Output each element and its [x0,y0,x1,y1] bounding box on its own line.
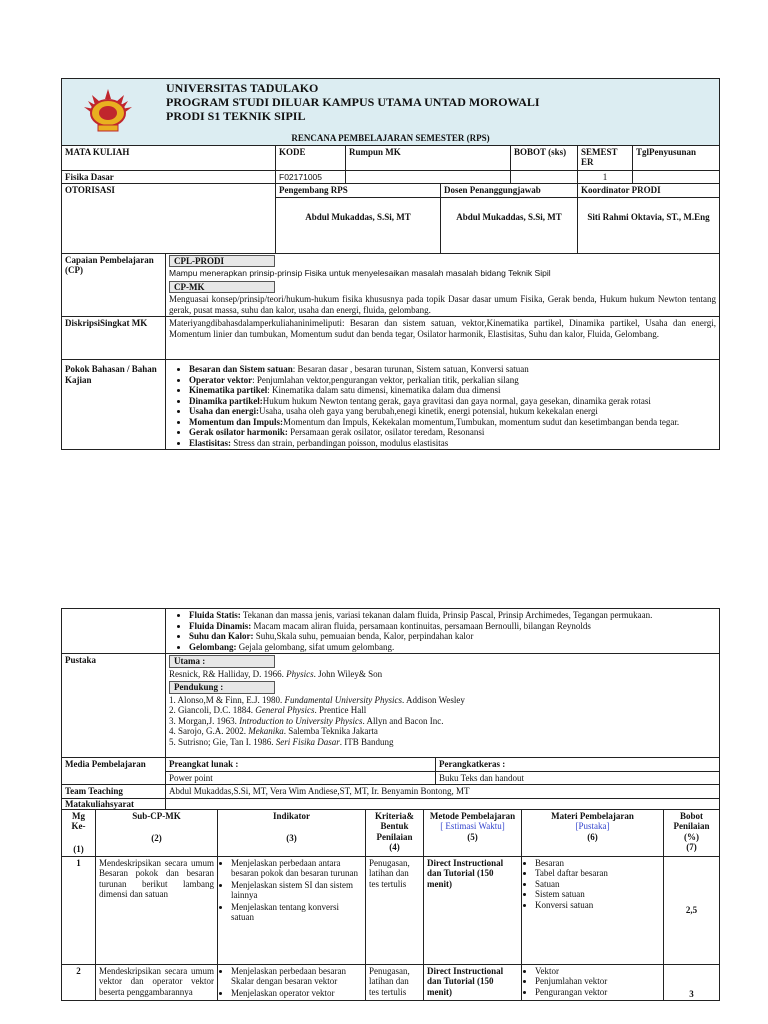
pokok-item: • Dinamika partikel:Hukum hukum Newton tentang gerak, gaya gravitasi dan gaya normal, gaya gesekan, dinamika gerak rotasi [189,396,716,407]
page-1 [61,78,719,450]
course-semester: 1 [578,170,633,184]
deskripsi-label: DiskripsiSingkat MK [62,317,166,360]
pustaka-pendukung-label: Pendukung : [169,681,275,694]
pokok-item: • Gerak osilator harmonik: Persamaan gerak osilator, osilator teredam, Resonansi [189,427,716,438]
plan-method: Direct Instructional dan Tutorial (150 menit) [424,856,522,964]
header-band [62,79,720,128]
pengembang-name: Abdul Mukaddas, S.Si, MT [276,197,441,253]
pokok-item-title: Fluida Statis: [189,610,241,620]
media-keras-label: Perangkatkeras : [436,758,720,772]
pokok-item: • Gelombang: Gejala gelombang, sifat umum gelombang. [189,642,716,653]
page-2 [61,608,719,1001]
cpl-prodi-text: Mampu menerapkan prinsip-prinsip Fisika untuk menyelesaikan masalah masalah bidang Teknik Sipil [166,267,720,280]
dosen-label: Dosen Penanggungjawab [441,184,578,198]
rps-page1-table [61,78,720,450]
col-tgl: TglPenyusunan [633,145,720,170]
material-item: • Satuan [535,879,660,890]
material-item: • Penjumlahan vektor [535,976,660,987]
media-lunak-label: Preangkat lunak : [169,759,239,769]
deskripsi-text: Materiyangdibahasdalamperkuliahaninimeliputi: Besaran dan sistem satuan, vektor,Kinematika partikel, Dinamika partikel, Usaha dan energi, Momentum linier dan tumbukan, Momentum sudut dan benda tegar, Osilator harmonik, Elastisitas, Suhu dan kalor, Fluida, Gelombang. [166,317,720,360]
pokok-item-title: Fluida Dinamis: [189,620,252,631]
koordinator-label: Koordinator PRODI [578,184,720,198]
pokok-label: Pokok Bahasan / Bahan Kajian [62,360,166,450]
plan-row [62,856,720,964]
rps-page2-table [61,608,720,809]
dosen-name: Abdul Mukaddas, S.Si, MT [441,197,578,253]
indicator-item: • Menjelaskan perbedaan antara besaran pokok dan besaran turunan [231,858,362,879]
doc-title: RENCANA PEMBELAJARAN SEMESTER (RPS) [62,127,720,145]
indicator-item: • Menjelaskan sistem SI dan sistem lainnya [231,880,362,901]
pengembang-label: Pengembang RPS [276,184,441,198]
pokok-item: • Elastisitas: Stress dan strain, perbandingan poisson, modulus elastisitas [189,438,716,449]
reference-title: Seri Fisika Dasar [275,736,340,747]
pokok-item-title: Dinamika partikel: [189,395,263,406]
pokok-item-title: Elastisitas: [189,437,232,448]
col-semester: SEMEST ER [578,145,633,170]
reference-item: 3. Morgan,J. 1963. Introduction to University Physics. Allyn and Bacon Inc. [169,715,444,726]
pokok-bahasan-list-cont [169,610,716,652]
plan-weight: 3 [664,964,720,1001]
material-item: • Vektor [535,966,660,977]
syarat-label: Matakuliahsyarat [62,798,166,809]
plan-criteria: Penugasan, latihan dan tes tertulis [366,856,424,964]
reference-item: 5. Sutrisno; Gie, Tan I. 1986. Seri Fisika Dasar. ITB Bandung [169,736,394,747]
col-bobot: BOBOT (sks) [511,145,578,170]
material-item: • Pengurangan vektor [535,987,660,998]
otorisasi-label: OTORISASI [62,184,276,254]
indicator-list [221,966,362,999]
pokok-item: • Momentum dan Impuls:Momentum dan Impuls, Kekekalan momentum,Tumbukan, momentum sudut dan kesetimbangan benda tegar. [189,417,716,428]
reference-item: 1. Alonso,M & Finn, E.J. 1980. Fundamental University Physics. Addison Wesley [169,694,465,705]
pokok-item: • Usaha dan energi:Usaha, usaha oleh gaya yang berubah,enegi kinetik, energi potensial, hukum kekekalan energi [189,406,716,417]
team-label: Team Teaching [62,785,166,799]
reference-item: 4. Sarojo, G.A. 2002. Mekanika. Salemba Teknika Jakarta [169,726,378,736]
indicator-item: • Menjelaskan operator vektor [231,988,362,999]
col-mata-kuliah: MATA KULIAH [62,145,276,170]
koordinator-name: Siti Rahmi Oktavia, ST., M.Eng [578,197,720,253]
pokok-item: • Operator vektor: Penjumlahan vektor,pengurangan vektor, perkalian titik, perkalian silang [189,375,716,386]
plan-sub-cpmk: Mendeskripsikan secara umum Besaran pokok dan besaran turunan berikut lambang dimensi dan satuan [96,856,218,964]
reference-item: 2. Giancoli, D.C. 1884. General Physics. Prentice Hall [169,705,367,715]
plan-table [61,809,720,1002]
pokok-item: • Besaran dan Sistem satuan: Besaran dasar , besaran turunan, Sistem satuan, Konversi satuan [189,364,716,375]
plan-col-met: Metode Pembelajaran [ Estimasi Waktu] (5) [424,809,522,856]
pustaka-label: Pustaka [62,654,166,758]
pustaka-utama: Resnick, R& Halliday, D. 1966. Physics. John Wiley& Son [166,668,720,681]
course-code: F02171005 [276,170,346,184]
pokok-item: • Kinematika partikel: Kinematika dalam satu dimensi, kinematika dalam dua dimensi [189,385,716,396]
pokok-item-title: Gelombang: [189,641,237,652]
pokok-item: • Fluida Dinamis: Macam macam aliran fluida, persamaan kontinuitas, persamaan Bernoulli, bilangan Reynolds [189,621,716,632]
plan-weight: 2,5 [664,856,720,964]
plan-col-sub: Sub-CP-MK (2) [96,809,218,856]
col-kode: KODE [276,145,346,170]
reference-title: Mekanika [248,726,284,736]
media-lunak-value: Power point [166,771,436,785]
plan-material [522,964,664,1001]
university-logo-icon [80,85,136,135]
plan-row [62,964,720,1001]
pokok-item-title: Momentum dan Impuls: [189,416,284,427]
cpmk-label: CP-MK [169,281,275,294]
pokok-item-title: Usaha dan energi: [189,406,260,416]
plan-sub-cpmk: Mendeskripsikan secara umum vektor dan operator vektor beserta penggambarannya [96,964,218,1001]
capaian-label: Capaian Pembelajaran (CP) [62,253,166,317]
pokok-item: • Fluida Statis: Tekanan dan massa jenis, variasi tekanan dalam fluida, Prinsip Pascal, Prinsip Archimedes, Tegangan permukaan. [189,610,716,621]
plan-col-krit: Kriteria& Bentuk Penilaian (4) [366,809,424,856]
pokok-bahasan-list [169,364,716,448]
prodi-name: PRODI S1 TEKNIK SIPIL [166,109,306,123]
course-name: Fisika Dasar [62,170,276,184]
plan-col-mat: Materi Pembelajaran [Pustaka] (6) [522,809,664,856]
plan-indicators [218,964,366,1001]
pokok-item-title: Besaran dan Sistem satuan [189,364,293,374]
program-name: PROGRAM STUDI DILUAR KAMPUS UTAMA UNTAD MOROWALI [166,95,540,109]
col-rumpun: Rumpun MK [346,145,511,170]
material-item: • Konversi satuan [535,900,660,911]
plan-week: 1 [62,856,96,964]
pokok-item-title: Suhu dan Kalor: [189,631,254,641]
indicator-item: • Menjelaskan tentang konversi satuan [231,902,362,923]
material-item: • Besaran [535,858,660,869]
material-item: • Tabel daftar besaran [535,868,660,879]
plan-indicators [218,856,366,964]
reference-title: Introduction to University Physics [239,715,363,726]
pustaka-utama-label: Utama : [169,655,275,668]
plan-col-ind: Indikator (3) [218,809,366,856]
plan-method: Direct Instructional dan Tutorial (150 menit) [424,964,522,1001]
plan-col-bob: Bobot Penilaian (%) (7) [664,809,720,856]
material-item: • Sistem satuan [535,889,660,900]
pustaka-pendukung-list [169,695,716,748]
media-label: Media Pembelajaran [62,758,166,785]
indicator-list [221,858,362,923]
plan-material [522,856,664,964]
cpmk-text: Menguasai konsep/prinsip/teori/hukum-hukum fisika khususnya pada topik Dasar dasar umum Fisika, Gerak benda, Hukum hukum Newton tentang gerak, pusat massa, suhu dan kalor, usaha dan energi, fluida, gelombang. [166,293,720,317]
pokok-item-title: Operator vektor [189,374,253,385]
university-name: UNIVERSITAS TADULAKO [166,81,319,95]
pokok-item-title: Kinematika partikel [189,385,268,395]
pokok-item-title: Gerak osilator harmonik: [189,427,288,437]
team-value: Abdul Mukaddas,S.Si, MT, Vera Wim Andiese,ST, MT, Ir. Benyamin Bontong, MT [166,785,720,799]
reference-title: General Physics [255,705,315,715]
pokok-item: • Suhu dan Kalor: Suhu,Skala suhu, pemuaian benda, Kalor, perpindahan kalor [189,631,716,642]
cpl-prodi-label: CPL-PRODI [169,255,275,268]
media-keras-value: Buku Teks dan handout [436,771,720,785]
material-list [525,966,660,998]
reference-title: Fundamental University Physics [284,694,402,705]
plan-criteria: Penugasan, latihan dan tes tertulis [366,964,424,1001]
indicator-item: • Menjelaskan perbedaan besaran Skalar dengan besaran vektor [231,966,362,987]
material-list [525,858,660,911]
plan-week: 2 [62,964,96,1001]
plan-col-mg: Mg Ke- (1) [62,809,96,856]
